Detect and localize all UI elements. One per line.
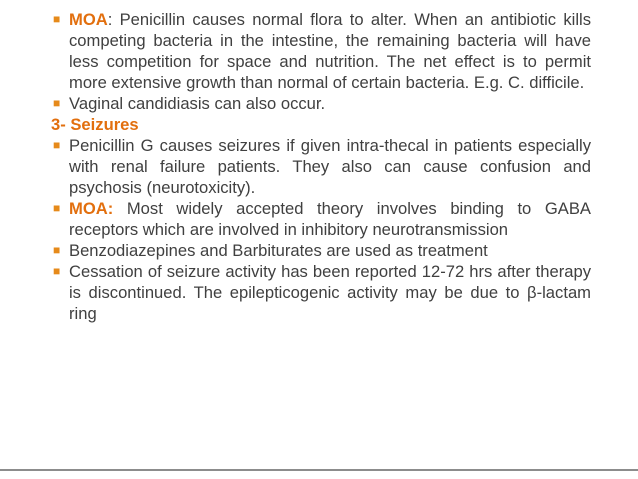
square-bullet-icon: ■: [53, 138, 61, 152]
square-bullet-icon: ■: [53, 264, 61, 278]
bullet-text: Benzodiazepines and Barbiturates are used as treatment: [69, 241, 488, 260]
bullet-item-treatment: [51, 240, 591, 261]
bullet-item-candidiasis: [51, 93, 591, 114]
square-bullet-icon: ■: [53, 201, 61, 215]
section-heading: 3- Seizures: [51, 115, 139, 134]
bullet-item-cessation: [51, 261, 591, 324]
bullet-text: : Penicillin causes normal flora to alter. When an antibiotic kills competing bacteria in the intestine, the remaining bacteria will have less competition for space and nutrition. The net effect is to permit more extensive growth than normal of certain bacteria. E.g. C. difficile.: [69, 10, 591, 92]
bullet-lead: MOA:: [69, 199, 114, 218]
square-bullet-icon: ■: [53, 96, 61, 110]
bullet-text: Cessation of seizure activity has been reported 12-72 hrs after therapy is discontinued. The epilepticogenic activity may be due to β-lactam ring: [69, 262, 591, 323]
square-bullet-icon: ■: [53, 243, 61, 257]
bullet-text: Vaginal candidiasis can also occur.: [69, 94, 326, 113]
bullet-item-moa-gaba: [51, 198, 591, 240]
bullet-item-moa-flora: [51, 9, 591, 93]
bullet-lead: MOA: [69, 10, 108, 29]
slide-content: [51, 9, 591, 324]
square-bullet-icon: ■: [53, 12, 61, 26]
bottom-divider: [0, 469, 638, 471]
bullet-text: Penicillin G causes seizures if given intra-thecal in patients especially with renal failure patients. They also can cause confusion and psychosis (neurotoxicity).: [69, 136, 591, 197]
bullet-text: Most widely accepted theory involves binding to GABA receptors which are involved in inhibitory neurotransmission: [69, 199, 591, 239]
bullet-item-penicillin-g: [51, 135, 591, 198]
